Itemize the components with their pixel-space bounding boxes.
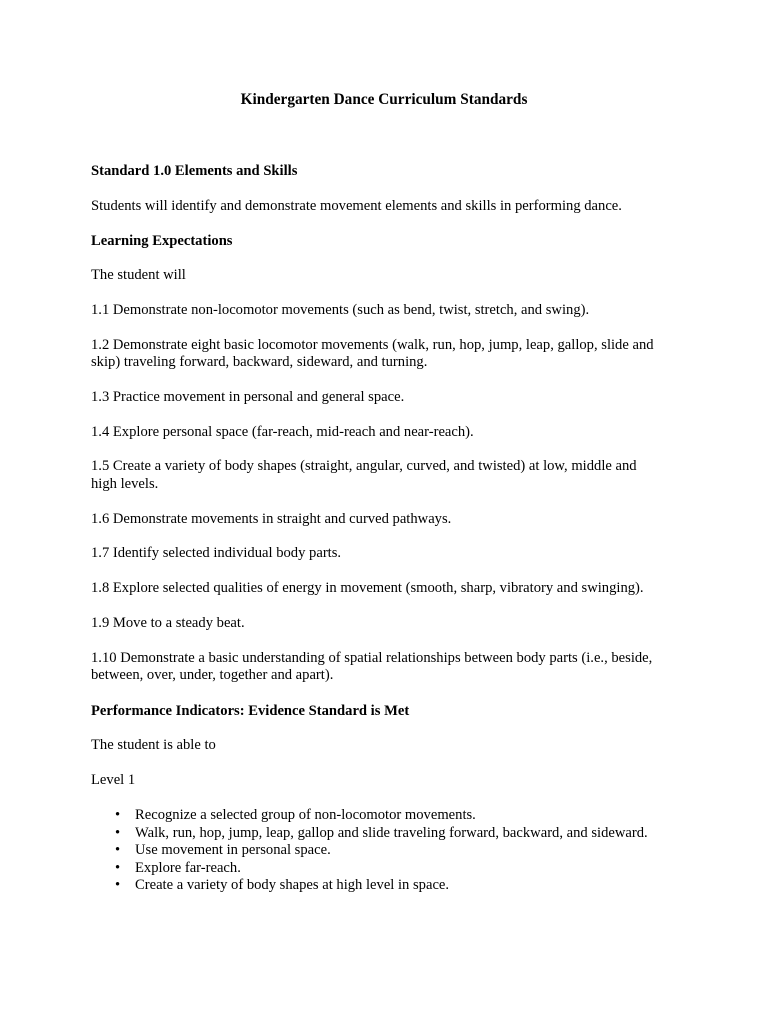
level-1-list: [91, 806, 648, 894]
expectation-1-6: 1.6 Demonstrate movements in straight and curved pathways.: [91, 511, 452, 527]
list-item: [91, 841, 648, 859]
document-title: Kindergarten Dance Curriculum Standards: [240, 91, 528, 108]
performance-indicators-heading: Performance Indicators: Evidence Standard is Met: [91, 703, 410, 719]
list-item-text: Use movement in personal space.: [135, 842, 331, 858]
expectation-1-10-continued: between, over, under, together and apart).: [91, 667, 334, 683]
standard-heading: Standard 1.0 Elements and Skills: [91, 163, 298, 179]
performance-intro: The student is able to: [91, 737, 216, 753]
list-item: [91, 859, 648, 877]
expectation-1-3: 1.3 Practice movement in personal and general space.: [91, 389, 405, 405]
list-item-text: Recognize a selected group of non-locomotor movements.: [135, 807, 476, 823]
expectation-1-5: 1.5 Create a variety of body shapes (straight, angular, curved, and twisted) at low, middle and: [91, 458, 637, 474]
expectation-1-8: 1.8 Explore selected qualities of energy in movement (smooth, sharp, vibratory and swinging).: [91, 580, 644, 596]
expectation-1-4: 1.4 Explore personal space (far-reach, mid-reach and near-reach).: [91, 424, 474, 440]
learning-expectations-heading: Learning Expectations: [91, 233, 233, 249]
list-item: [91, 806, 648, 824]
expectation-1-10: 1.10 Demonstrate a basic understanding of spatial relationships between body parts (i.e., beside,: [91, 650, 653, 666]
expectation-1-1: 1.1 Demonstrate non-locomotor movements (such as bend, twist, stretch, and swing).: [91, 302, 590, 318]
level-label: Level 1: [91, 772, 136, 788]
expectation-1-2-continued: skip) traveling forward, backward, sideward, and turning.: [91, 354, 428, 370]
expectation-1-9: 1.9 Move to a steady beat.: [91, 615, 245, 631]
list-item: [91, 876, 648, 894]
expectation-1-5-continued: high levels.: [91, 476, 159, 492]
bullet-icon: •: [115, 824, 121, 841]
bullet-icon: •: [115, 807, 121, 823]
expectation-1-7: 1.7 Identify selected individual body parts.: [91, 545, 342, 561]
bullet-icon: •: [115, 859, 121, 876]
list-item: [91, 824, 648, 842]
bullet-icon: •: [115, 877, 121, 893]
list-item-text: Walk, run, hop, jump, leap, gallop and slide traveling forward, backward, and sideward.: [135, 824, 648, 841]
list-item-text: Create a variety of body shapes at high level in space.: [135, 877, 450, 893]
bullet-icon: •: [115, 842, 121, 858]
standard-description: Students will identify and demonstrate movement elements and skills in performing dance.: [91, 198, 622, 214]
learning-intro: The student will: [91, 267, 186, 283]
list-item-text: Explore far-reach.: [135, 859, 241, 876]
expectation-1-2: 1.2 Demonstrate eight basic locomotor movements (walk, run, hop, jump, leap, gallop, slide and: [91, 337, 654, 353]
